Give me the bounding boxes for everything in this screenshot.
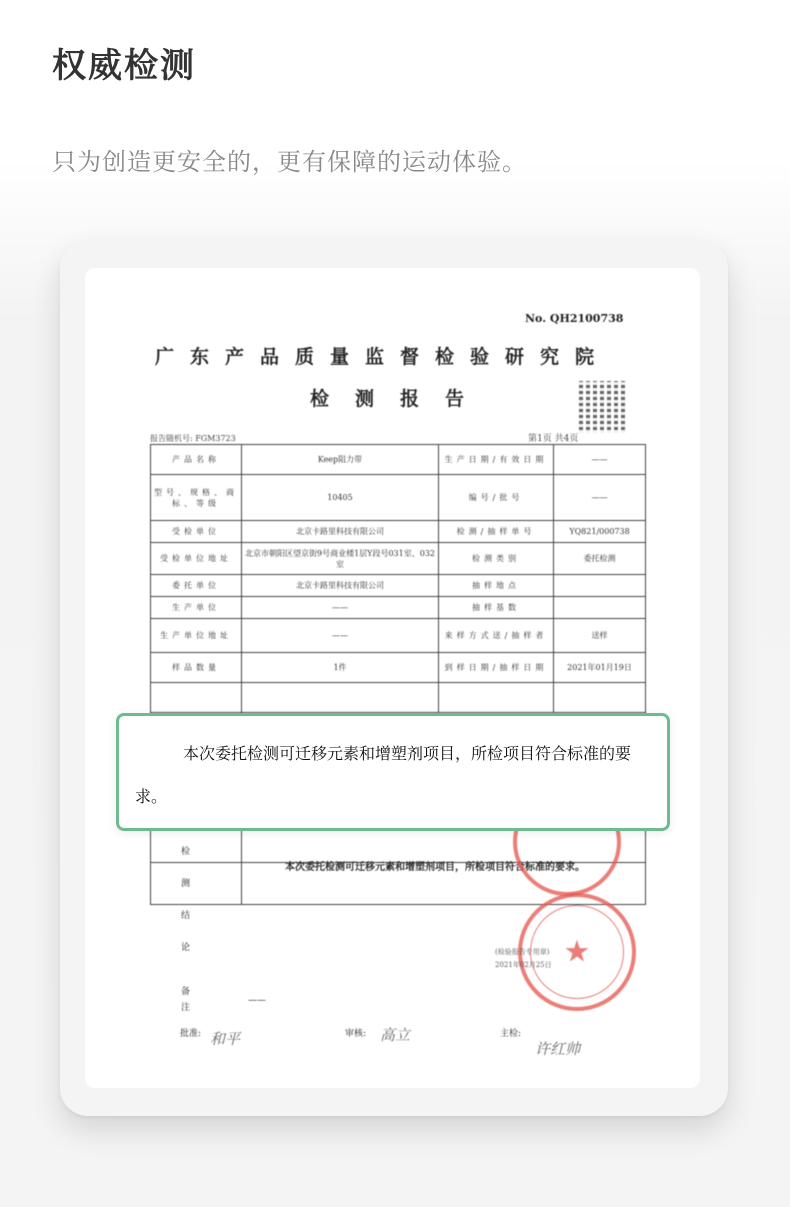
inspect-label: 主检: (500, 1029, 522, 1039)
seal-note: (检验报告专用章) 2021年02月25日 (495, 948, 552, 969)
table-row (151, 619, 646, 653)
row-label-2: 编号/批号 (439, 475, 554, 521)
table-row (151, 543, 646, 575)
row-value-2: YQ821/000738 (554, 521, 646, 543)
row-label: 受检单位 (151, 521, 242, 543)
approve-signature: 和平 (210, 1030, 241, 1048)
row-label-2: 来样方式送/抽样者 (439, 619, 554, 653)
approve-label: 批准: (180, 1029, 202, 1039)
star-icon: ★ (563, 934, 591, 970)
row-label-2: 抽样基数 (439, 597, 554, 619)
test-report-document (85, 268, 700, 1088)
page-number: 第1页 共4页 (528, 434, 579, 444)
conclusion-callout (116, 713, 670, 831)
row-value: —— (242, 619, 439, 653)
inspect-signature: 许红帅 (535, 1040, 581, 1058)
row-value-2: 送样 (554, 619, 646, 653)
report-number: No. QH2100738 (525, 312, 624, 325)
row-value: Keep阻力带 (242, 445, 439, 475)
row-value-2: —— (554, 445, 646, 475)
report-paper (85, 268, 700, 1088)
row-label-2: 到样日期/抽样日期 (439, 653, 554, 683)
row-label: 生产单位地址 (151, 619, 242, 653)
row-value: 北京卡路里科技有限公司 (242, 575, 439, 597)
review-label: 审核: (345, 1029, 367, 1039)
page-title: 权威检测 (52, 46, 196, 86)
row-value-2: —— (554, 475, 646, 521)
row-value: 1件 (242, 653, 439, 683)
table-row (151, 475, 646, 521)
row-label: 受检单位地址 (151, 543, 242, 575)
row-value: —— (242, 597, 439, 619)
row-value: 10405 (242, 475, 439, 521)
report-serial: 报告随机号: FGM3723 (150, 434, 236, 443)
row-label-2: 检测/抽样单号 (439, 521, 554, 543)
row-value-2 (554, 597, 646, 619)
page-subtitle: 只为创造更安全的，更有保障的运动体验。 (52, 148, 527, 176)
row-value: 北京市朝阳区望京街9号商业楼1层Y段号031室、032室 (242, 543, 439, 575)
callout-text: 本次委托检测可迁移元素和增塑剂项目，所检项目符合标准的要求。 (135, 744, 632, 806)
table-row (151, 597, 646, 619)
row-label: 样品数量 (151, 653, 242, 683)
row-label: 型号、规格、商标、等级 (151, 475, 242, 521)
qr-code-icon (579, 381, 627, 433)
conclusion-label: 检测结论 (181, 847, 191, 953)
row-value-2: 2021年01月19日 (554, 653, 646, 683)
report-title: 检测报告 (310, 388, 491, 410)
review-signature: 高立 (380, 1026, 411, 1044)
table-row (151, 521, 646, 543)
row-label-2: 检测类别 (439, 543, 554, 575)
table-row (151, 653, 646, 683)
remark-label: 备注 (181, 987, 191, 1013)
table-row (151, 683, 646, 713)
row-label-2: 生产日期/有效日期 (439, 445, 554, 475)
row-label: 产品名称 (151, 445, 242, 475)
institute-name: 广东产品质量监督检验研究院 (155, 346, 611, 368)
row-label: 委托单位 (151, 575, 242, 597)
remark-value: —— (248, 996, 266, 1006)
row-value: 北京卡路里科技有限公司 (242, 521, 439, 543)
conclusion-text: 本次委托检测可迁移元素和增塑剂项目，所检项目符合标准的要求。 (285, 862, 585, 873)
table-row (151, 575, 646, 597)
table-row (151, 445, 646, 475)
row-label-2: 抽样地点 (439, 575, 554, 597)
row-value-2: 委托检测 (554, 543, 646, 575)
row-value-2 (554, 575, 646, 597)
row-label: 生产单位 (151, 597, 242, 619)
